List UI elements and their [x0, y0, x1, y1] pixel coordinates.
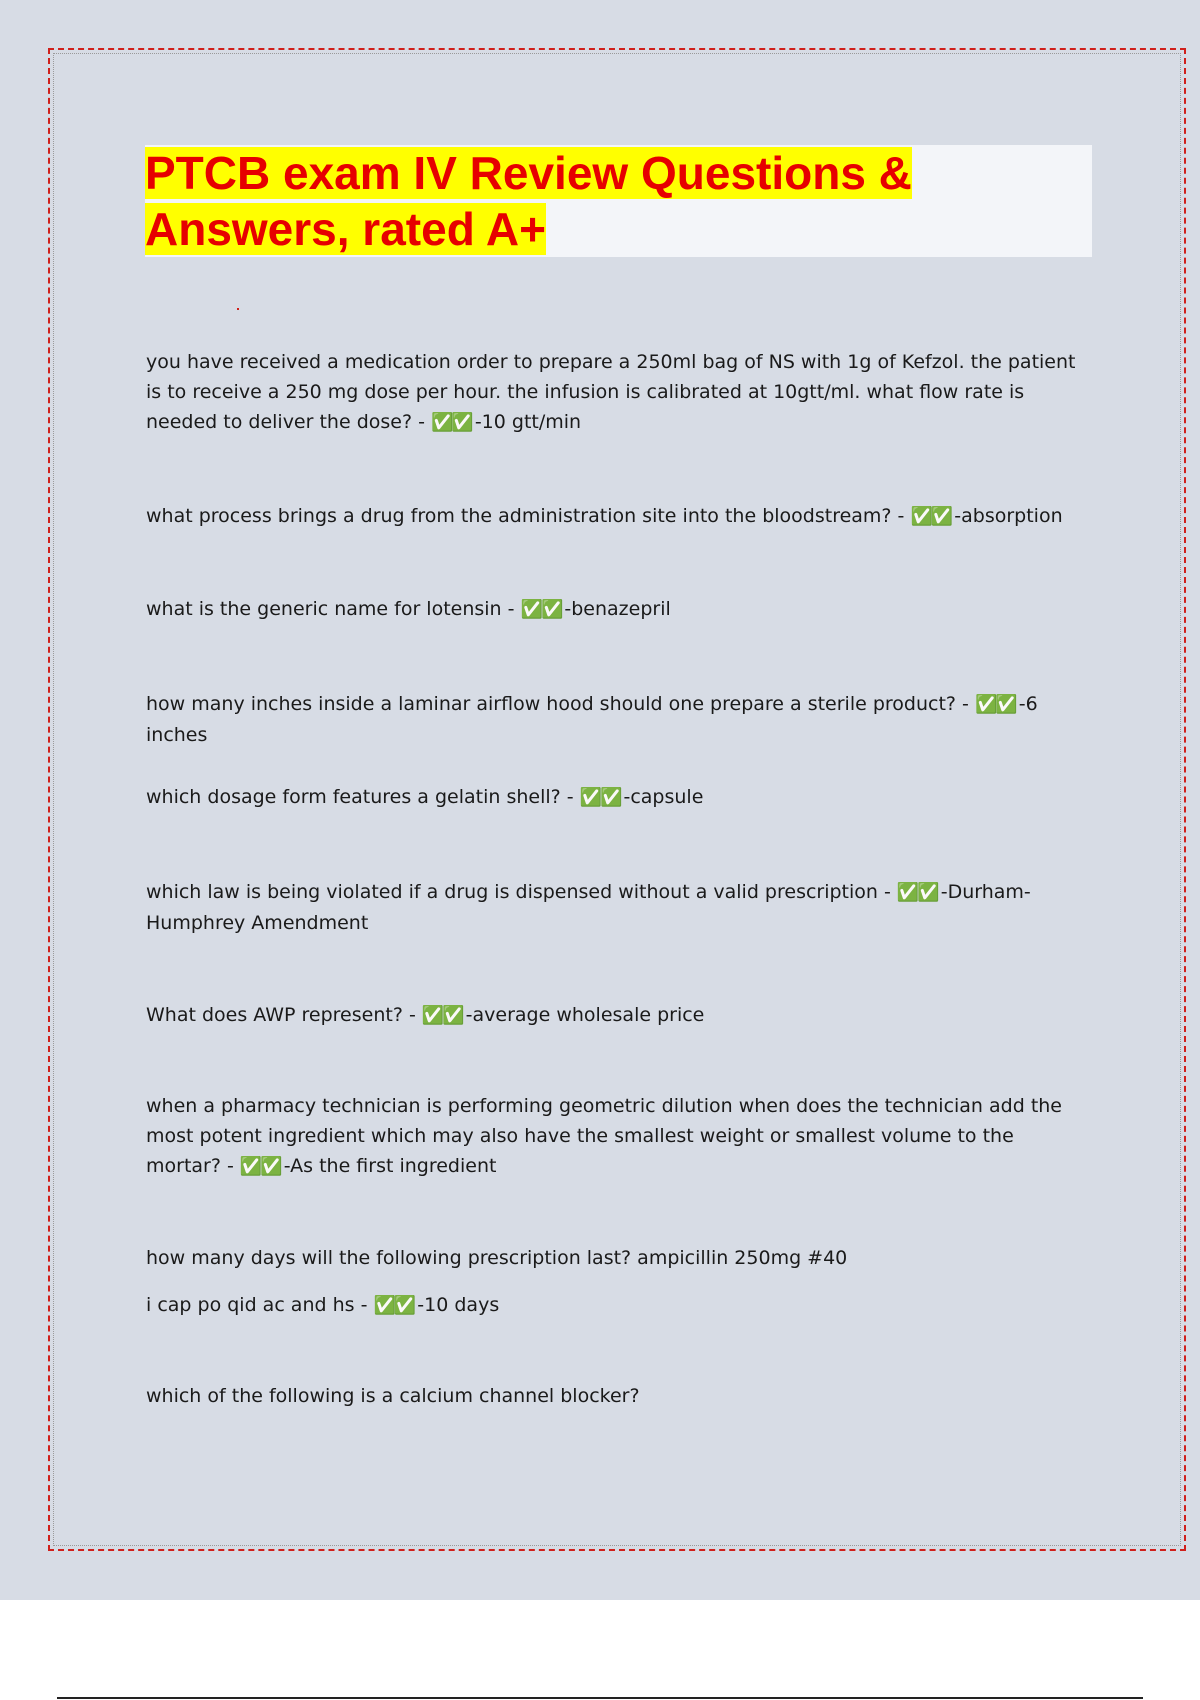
question-text: what process brings a drug from the administration site into the bloodstream? -	[146, 505, 911, 527]
question-text: which of the following is a calcium channel blocker?	[146, 1385, 640, 1407]
answer-text: -absorption	[954, 505, 1063, 527]
question-text: What does AWP represent? -	[146, 1004, 422, 1026]
answer-text: -Durham-Humphrey Amendment	[146, 881, 1031, 934]
question-text: how many inches inside a laminar airflow hood should one prepare a sterile product? -	[146, 693, 975, 715]
qa-item-8	[146, 1091, 1086, 1182]
question-text: when a pharmacy technician is performing geometric dilution when does the technician add the most potent ingredient which may also have the smallest weight or smallest volume to the mortar? -	[146, 1095, 1062, 1177]
page-title	[145, 145, 912, 257]
answer-text: -6 inches	[146, 693, 1038, 746]
check-icon: ✅✅	[910, 506, 952, 527]
check-icon: ✅✅	[974, 694, 1016, 715]
qa-item-1	[146, 347, 1086, 438]
answer-text: -benazepril	[564, 598, 671, 620]
qa-item-7	[146, 1000, 1086, 1031]
footer-rule	[57, 1697, 1143, 1699]
question-text: i cap po qid ac and hs -	[146, 1294, 374, 1316]
qa-item-9	[146, 1290, 1086, 1321]
title-line-1: PTCB exam IV Review Questions &	[145, 147, 912, 199]
question-text: which law is being violated if a drug is dispensed without a valid prescription -	[146, 881, 897, 903]
check-icon: ✅✅	[520, 599, 562, 620]
qa-item-6	[146, 877, 1086, 938]
answer-text: -As the first ingredient	[283, 1155, 497, 1177]
qa-item-3	[146, 594, 1086, 625]
check-icon: ✅✅	[896, 882, 938, 903]
decorative-dot	[237, 308, 239, 310]
qa-item-10	[146, 1381, 1086, 1411]
answer-text: -10 days	[417, 1294, 500, 1316]
check-icon: ✅✅	[579, 787, 621, 808]
title-line-2: Answers, rated A+	[145, 203, 546, 255]
question-text: you have received a medication order to prepare a 250ml bag of NS with 1g of Kefzol. the patient is to receive a 250 mg dose per hour. the infusion is calibrated at 10gtt/ml. what flow rate is needed to deliver the dose? -	[146, 351, 1076, 433]
question-text: which dosage form features a gelatin shell? -	[146, 786, 580, 808]
answer-text: -capsule	[623, 786, 704, 808]
answer-text: -10 gtt/min	[474, 411, 582, 433]
check-icon: ✅✅	[431, 412, 472, 433]
check-icon: ✅✅	[421, 1005, 463, 1026]
qa-item-9-line-1	[146, 1243, 1086, 1273]
check-icon: ✅✅	[239, 1156, 281, 1177]
qa-item-5	[146, 782, 1086, 813]
qa-item-2	[146, 501, 1086, 532]
check-icon: ✅✅	[373, 1295, 415, 1316]
answer-text: -average wholesale price	[465, 1004, 705, 1026]
qa-item-4	[146, 689, 1086, 750]
question-text: what is the generic name for lotensin -	[146, 598, 521, 620]
question-text: how many days will the following prescription last? ampicillin 250mg #40	[146, 1247, 848, 1269]
